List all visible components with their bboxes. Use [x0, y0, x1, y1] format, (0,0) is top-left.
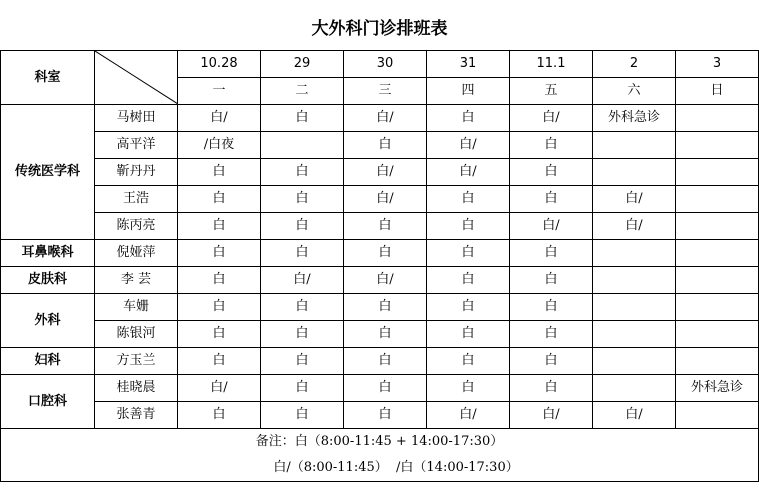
shift-cell: 白/ [344, 159, 427, 186]
staff-name: 桂晓晨 [95, 375, 178, 402]
staff-name: 陈丙亮 [95, 213, 178, 240]
shift-cell: 白 [427, 213, 510, 240]
shift-cell [676, 105, 759, 132]
shift-cell: 白 [427, 186, 510, 213]
shift-cell: 白 [344, 294, 427, 321]
shift-cell: 白/ [178, 105, 261, 132]
shift-cell [676, 132, 759, 159]
shift-cell: 白 [510, 348, 593, 375]
weekday-cell: 二 [261, 78, 344, 105]
table-row [1, 105, 759, 132]
table-row [1, 267, 759, 294]
shift-cell: 白 [178, 402, 261, 429]
shift-cell: 白 [510, 375, 593, 402]
shift-cell: 白 [178, 348, 261, 375]
diagonal-header-cell [95, 51, 178, 105]
date-cell: 30 [344, 51, 427, 78]
shift-cell [593, 321, 676, 348]
shift-cell: 白 [344, 240, 427, 267]
date-cell: 10.28 [178, 51, 261, 78]
shift-cell [676, 321, 759, 348]
table-row [1, 240, 759, 267]
shift-cell [593, 240, 676, 267]
table-row [1, 348, 759, 375]
shift-cell: 白/ [593, 402, 676, 429]
shift-cell: 白 [510, 321, 593, 348]
shift-cell [593, 348, 676, 375]
shift-cell: 白/ [510, 105, 593, 132]
weekday-cell: 四 [427, 78, 510, 105]
shift-cell: 白/ [344, 186, 427, 213]
shift-cell: 白/ [510, 213, 593, 240]
header-date-row [1, 51, 759, 78]
shift-cell: 白 [510, 294, 593, 321]
staff-name: 倪娅萍 [95, 240, 178, 267]
shift-cell [676, 294, 759, 321]
shift-cell: 白 [261, 159, 344, 186]
shift-cell [676, 402, 759, 429]
note-line-2: 白/（8:00-11:45） /白（14:00-17:30） [240, 460, 519, 475]
table-row [1, 213, 759, 240]
table-row [1, 321, 759, 348]
department-name: 外科 [1, 294, 95, 348]
schedule-title: 大外科门诊排班表 [311, 19, 448, 39]
shift-cell: 白 [427, 294, 510, 321]
table-row [1, 375, 759, 402]
shift-cell: 白 [427, 105, 510, 132]
note-line-1: 备注：白（8:00-11:45 + 14:00-17:30） [255, 434, 504, 449]
shift-cell: 白 [178, 240, 261, 267]
shift-cell: 白 [344, 348, 427, 375]
staff-name: 张善青 [95, 402, 178, 429]
shift-cell: 白 [261, 213, 344, 240]
table-row [1, 159, 759, 186]
shift-cell: 白 [261, 240, 344, 267]
shift-cell: 外科急诊 [676, 375, 759, 402]
staff-name: 李 芸 [95, 267, 178, 294]
corner-label: 科室 [1, 51, 95, 105]
shift-cell: 白 [510, 132, 593, 159]
shift-cell: 白 [261, 186, 344, 213]
shift-cell [676, 240, 759, 267]
shift-cell: 白 [510, 240, 593, 267]
shift-cell: 白/ [261, 267, 344, 294]
shift-cell: 白/ [344, 267, 427, 294]
staff-name: 马树田 [95, 105, 178, 132]
shift-cell [593, 375, 676, 402]
shift-cell: 白 [427, 321, 510, 348]
staff-name: 高平洋 [95, 132, 178, 159]
department-name: 皮肤科 [1, 267, 95, 294]
weekday-cell: 六 [593, 78, 676, 105]
shift-cell: 白 [261, 402, 344, 429]
shift-cell: 白 [261, 321, 344, 348]
staff-name: 方玉兰 [95, 348, 178, 375]
shift-cell: 白 [344, 402, 427, 429]
shift-cell: 白/ [593, 213, 676, 240]
shift-cell [676, 186, 759, 213]
shift-cell: 白 [427, 348, 510, 375]
shift-cell [593, 159, 676, 186]
shift-cell: 白 [510, 186, 593, 213]
shift-cell: 白 [178, 186, 261, 213]
shift-cell [593, 267, 676, 294]
shift-cell: 白/ [593, 186, 676, 213]
notes-row [1, 429, 759, 482]
shift-cell: 白 [344, 132, 427, 159]
shift-cell: 白 [261, 375, 344, 402]
shift-cell: 外科急诊 [593, 105, 676, 132]
diagonal-line-icon [95, 51, 178, 104]
shift-cell: 白 [178, 159, 261, 186]
schedule-table [0, 50, 759, 482]
weekday-cell: 三 [344, 78, 427, 105]
shift-cell: 白 [427, 267, 510, 294]
shift-cell: /白夜 [178, 132, 261, 159]
department-name: 传统医学科 [1, 105, 95, 240]
shift-cell: 白 [261, 294, 344, 321]
shift-cell [676, 159, 759, 186]
shift-cell: 白 [178, 321, 261, 348]
staff-name: 靳丹丹 [95, 159, 178, 186]
shift-cell: 白 [261, 348, 344, 375]
shift-cell: 白 [178, 267, 261, 294]
shift-cell [261, 132, 344, 159]
shift-cell: 白/ [427, 402, 510, 429]
department-name: 耳鼻喉科 [1, 240, 95, 267]
shift-cell: 白/ [510, 402, 593, 429]
shift-cell: 白/ [344, 105, 427, 132]
shift-cell: 白 [344, 375, 427, 402]
shift-cell: 白 [427, 375, 510, 402]
shift-cell [676, 348, 759, 375]
weekday-cell: 一 [178, 78, 261, 105]
table-row [1, 402, 759, 429]
date-cell: 29 [261, 51, 344, 78]
weekday-cell: 日 [676, 78, 759, 105]
shift-cell: 白 [510, 159, 593, 186]
shift-cell [676, 267, 759, 294]
table-row [1, 132, 759, 159]
date-cell: 3 [676, 51, 759, 78]
staff-name: 陈银河 [95, 321, 178, 348]
shift-cell: 白 [178, 213, 261, 240]
date-cell: 11.1 [510, 51, 593, 78]
department-name: 口腔科 [1, 375, 95, 429]
shift-cell: 白 [261, 105, 344, 132]
shift-cell: 白 [344, 321, 427, 348]
shift-cell: 白 [427, 240, 510, 267]
shift-cell: 白/ [427, 159, 510, 186]
shift-cell: 白/ [427, 132, 510, 159]
notes-cell [1, 429, 759, 482]
table-row [1, 186, 759, 213]
shift-cell [593, 132, 676, 159]
shift-cell: 白 [178, 294, 261, 321]
table-row [1, 294, 759, 321]
shift-cell: 白 [510, 267, 593, 294]
date-cell: 2 [593, 51, 676, 78]
department-name: 妇科 [1, 348, 95, 375]
staff-name: 车姗 [95, 294, 178, 321]
weekday-cell: 五 [510, 78, 593, 105]
staff-name: 王浩 [95, 186, 178, 213]
shift-cell [593, 294, 676, 321]
shift-cell: 白/ [178, 375, 261, 402]
shift-cell [676, 213, 759, 240]
date-cell: 31 [427, 51, 510, 78]
shift-cell: 白 [344, 213, 427, 240]
